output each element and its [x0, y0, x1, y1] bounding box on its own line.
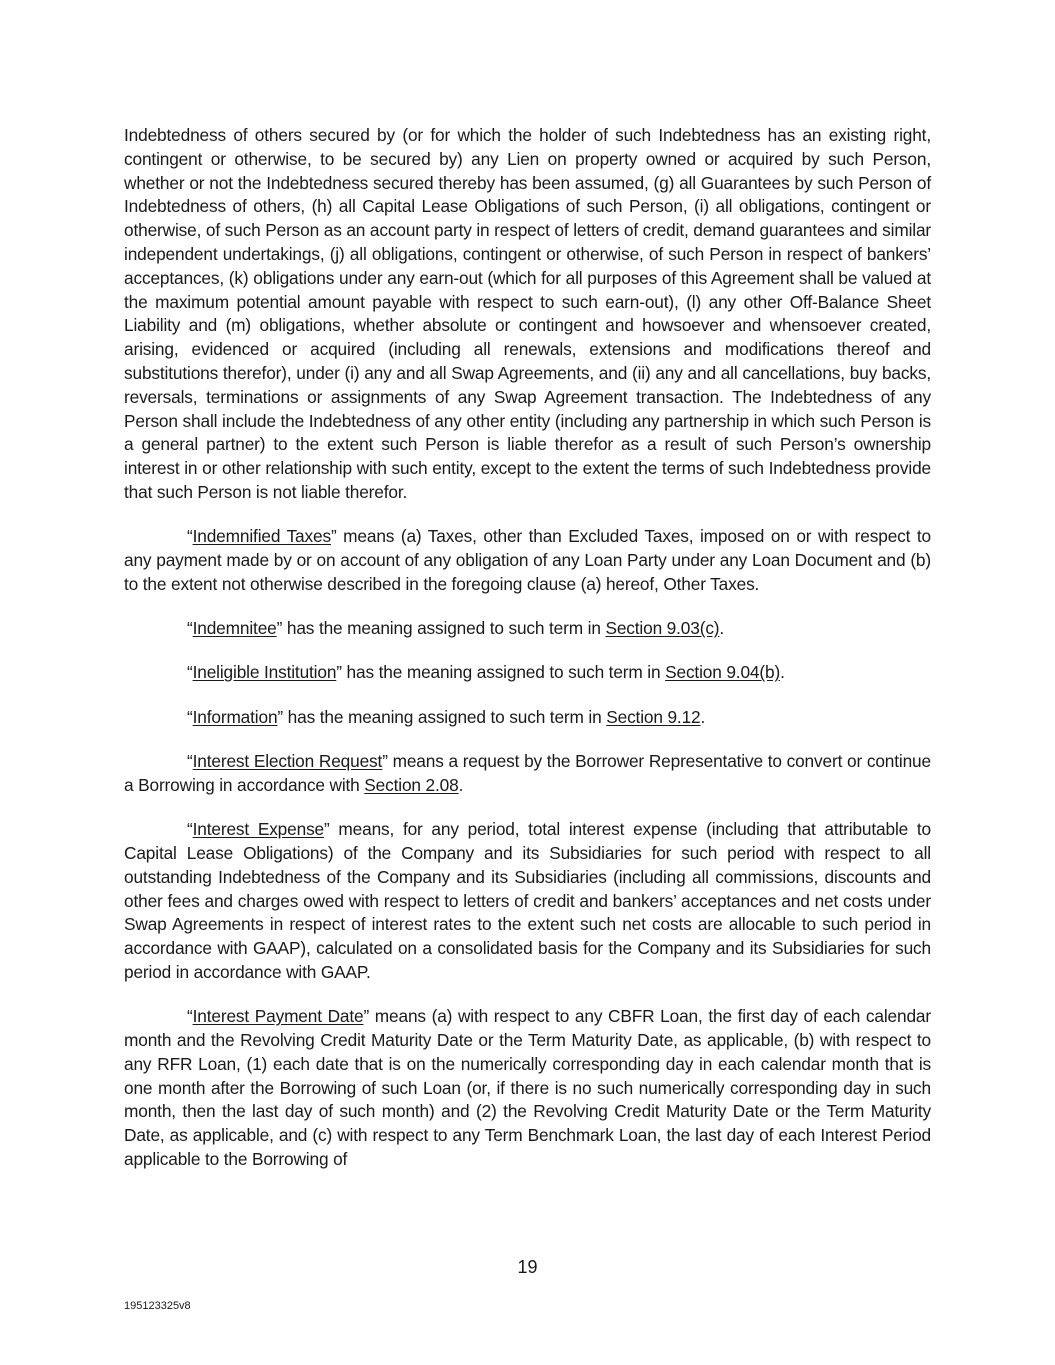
definition-interest-expense — [124, 818, 931, 985]
definition-ineligible-institution — [124, 661, 931, 685]
definition-information — [124, 706, 931, 730]
defined-term: Indemnitee — [192, 618, 277, 639]
definition-interest-payment-date — [124, 1005, 931, 1172]
definition-indemnitee — [124, 617, 931, 641]
section-reference: Section 2.08 — [364, 774, 459, 795]
page-number: 19 — [517, 1257, 538, 1277]
open-quote: “ — [187, 526, 193, 547]
defined-term: Interest Payment Date — [192, 1006, 364, 1027]
definition-text: means (a) with respect to any CBFR Loan, the first day of each calendar month and the Revolving Credit Maturity Date or the Term Maturity Date, as applicable, (b) with respect to any RFR Loan, (1) each date that is on the numerically corresponding day in each calendar month that is one month after the Borrowing of such Loan (or, if there is no such numerically corresponding day in such month, then the last day of such month) and (2) the Revolving Credit Maturity Date or the Term Maturity Date, as applicable, and (c) with respect to any Term Benchmark Loan, the last day of each Interest Period applicable to the Borrowing of — [124, 1006, 931, 1169]
close-quote: ” — [336, 662, 342, 683]
definition-text: has the meaning assigned to such term in — [283, 706, 607, 727]
defined-term: Interest Expense — [192, 819, 325, 840]
definition-text: means a request by the Borrower Representative to convert or continue a Borrowing in accordance with — [124, 751, 931, 795]
defined-term: Ineligible Institution — [192, 662, 337, 683]
defined-term: Indemnified Taxes — [192, 526, 331, 547]
definition-tail: . — [780, 662, 785, 683]
close-quote: ” — [324, 819, 330, 840]
open-quote: “ — [187, 1006, 193, 1027]
section-reference: Section 9.12 — [606, 706, 701, 727]
section-reference: Section 9.03(c) — [605, 618, 720, 639]
continuation-paragraph: Indebtedness of others secured by (or for which the holder of such Indebtedness has an existing right, contingent or otherwise, to be secured by) any Lien on property owned or acquired by such Person, whether or not the Indebtedness secured thereby has been assumed, (g) all Guarantees by such Person of Indebtedness of others, (h) all Capital Lease Obligations of such Person, (i) all obligations, contingent or otherwise, of such Person as an account party in respect of letters of credit, demand guarantees and similar independent undertakings, (j) all obligations, contingent or otherwise, of such Person in respect of bankers’ acceptances, (k) obligations under any earn-out (which for all purposes of this Agreement shall be valued at the maximum potential amount payable with respect to such earn-out), (l) any other Off-Balance Sheet Liability and (m) obligations, whether absolute or contingent and howsoever and whensoever created, arising, evidenced or acquired (including all renewals, extensions and modifications thereof and substitutions therefor), under (i) any and all Swap Agreements, and (ii) any and all cancellations, buy backs, reversals, terminations or assignments of any Swap Agreement transaction. The Indebtedness of any Person shall include the Indebtedness of any other entity (including any partnership in which such Person is a general partner) to the extent such Person is liable therefor as a result of such Person’s ownership interest in or other relationship with such entity, except to the extent the terms of such Indebtedness provide that such Person is not liable therefor. — [124, 125, 932, 502]
open-quote: “ — [187, 819, 193, 840]
definition-interest-election-request — [124, 750, 931, 798]
defined-term: Interest Election Request — [192, 751, 383, 772]
open-quote: “ — [187, 706, 193, 727]
defined-term: Information — [192, 706, 278, 727]
definition-tail: . — [458, 774, 464, 795]
close-quote: ” — [276, 618, 283, 639]
section-reference: Section 9.04(b) — [665, 662, 781, 683]
definition-text: has the meaning assigned to such term in — [341, 662, 666, 683]
open-quote: “ — [187, 662, 193, 683]
definition-tail: . — [700, 706, 706, 727]
open-quote: “ — [187, 618, 193, 639]
close-quote: ” — [277, 706, 284, 727]
definition-tail: . — [719, 618, 725, 639]
close-quote: ” — [330, 526, 337, 547]
close-quote: ” — [382, 751, 388, 772]
definition-text: means, for any period, total interest expense (including that attributable to Capital Lease Obligations) of the Company and its Subsidiaries for such period with respect to all outstanding Indebtedness of the Company and its Subsidiaries (including all commissions, discounts and other fees and charges owed with respect to letters of credit and bankers’ acceptances and net costs under Swap Agreements in respect of interest rates to the extent such net costs are allocable to such period in accordance with GAAP), calculated on a consolidated basis for the Company and its Subsidiaries for such period in accordance with GAAP. — [124, 819, 931, 982]
definition-text: has the meaning assigned to such term in — [282, 618, 606, 639]
definition-text: means (a) Taxes, other than Excluded Taxes, imposed on or with respect to any payment made by or on account of any obligation of any Loan Party under any Loan Document and (b) to the extent not otherwise described in the foregoing clause (a) hereof, Other Taxes. — [124, 526, 931, 594]
close-quote: ” — [363, 1006, 370, 1027]
definition-indemnified-taxes — [124, 525, 931, 596]
document-id: 195123325v8 — [124, 1300, 191, 1312]
open-quote: “ — [187, 751, 193, 772]
document-body — [124, 124, 931, 1192]
